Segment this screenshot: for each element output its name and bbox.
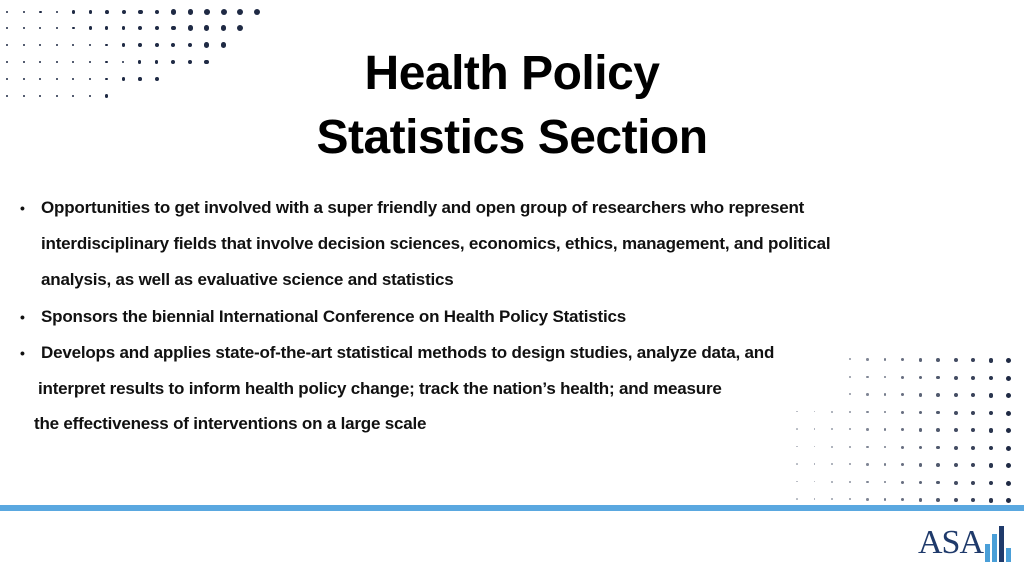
decorative-dot	[254, 9, 261, 16]
bullet-2-line-1: Sponsors the biennial International Conference on Health Policy Statistics	[41, 307, 627, 326]
decorative-dot	[138, 10, 143, 15]
bullet-1-line-3: analysis, as well as evaluative science and statistics	[41, 270, 454, 289]
decorative-dot	[796, 463, 798, 465]
bullet-marker: •	[20, 200, 25, 216]
decorative-dot	[814, 411, 816, 413]
decorative-dot	[866, 498, 869, 501]
decorative-dot	[814, 446, 816, 448]
decorative-dot	[72, 27, 75, 30]
decorative-dot	[954, 411, 958, 415]
decorative-dot	[971, 411, 975, 415]
bullet-marker: •	[20, 345, 25, 361]
decorative-dot	[884, 498, 887, 501]
decorative-dot	[6, 27, 8, 29]
asa-logo-bars-icon	[984, 526, 1014, 562]
decorative-dot	[936, 358, 940, 362]
footer-accent-rule	[0, 505, 1024, 511]
bullet-3-line-1: Develops and applies state-of-the-art statistical methods to design studies, analyze data, and	[41, 343, 775, 362]
decorative-dot	[89, 10, 93, 14]
bullet-marker: •	[20, 309, 25, 325]
decorative-dot	[866, 393, 869, 396]
decorative-dot	[884, 411, 887, 414]
decorative-dot	[866, 411, 869, 414]
decorative-dot	[89, 26, 92, 29]
decorative-dot	[1006, 428, 1011, 433]
decorative-dot	[814, 498, 816, 500]
decorative-dot	[796, 428, 798, 430]
decorative-dot	[39, 11, 42, 14]
decorative-dot	[971, 446, 975, 450]
decorative-dot	[831, 428, 833, 430]
page-title	[0, 42, 1024, 170]
decorative-dot	[72, 10, 75, 13]
decorative-dot	[989, 446, 994, 451]
decorative-dot	[849, 376, 851, 378]
decorative-dot	[936, 411, 940, 415]
decorative-dot	[936, 446, 940, 450]
decorative-dot	[866, 358, 869, 361]
decorative-dot	[39, 27, 41, 29]
decorative-dot	[884, 481, 887, 484]
decorative-dot	[814, 481, 816, 483]
decorative-dot	[971, 498, 975, 502]
decorative-dot	[1006, 376, 1011, 381]
decorative-dot	[237, 9, 243, 15]
decorative-dot	[1006, 358, 1011, 363]
decorative-dot	[105, 10, 109, 14]
decorative-dot	[204, 9, 210, 15]
decorative-dot	[849, 481, 851, 483]
decorative-dot	[1006, 463, 1011, 468]
decorative-dot	[971, 481, 975, 485]
decorative-dot	[971, 428, 975, 432]
asa-logo-text: ASA	[918, 524, 984, 561]
decorative-dot	[919, 498, 923, 502]
decorative-dot	[796, 481, 798, 483]
decorative-dot	[989, 498, 994, 503]
decorative-dot	[105, 26, 108, 29]
decorative-dot	[1006, 446, 1011, 451]
bullet-1-line-1: Opportunities to get involved with a super friendly and open group of researchers who represent	[41, 198, 805, 217]
decorative-dot	[221, 9, 227, 15]
decorative-dot	[1006, 481, 1011, 486]
decorative-dot	[884, 463, 887, 466]
decorative-dot	[831, 446, 833, 448]
decorative-dot	[884, 446, 887, 449]
decorative-dot	[884, 376, 887, 379]
decorative-dot	[1006, 393, 1011, 398]
decorative-dot	[901, 393, 904, 396]
decorative-dot	[122, 10, 126, 14]
decorative-dot	[814, 463, 816, 465]
decorative-dot	[155, 26, 159, 30]
decorative-dot	[23, 27, 25, 29]
decorative-dot	[796, 411, 798, 413]
decorative-dot	[849, 428, 851, 430]
decorative-dot	[171, 26, 176, 31]
decorative-dot	[171, 9, 176, 14]
decorative-dot	[188, 25, 193, 30]
bullet-3-line-2: interpret results to inform health policy change; track the nation’s health; and measure	[38, 379, 722, 398]
decorative-dot	[919, 428, 923, 432]
decorative-dot	[954, 498, 958, 502]
decorative-dot	[989, 481, 994, 486]
decorative-dot	[884, 358, 887, 361]
decorative-dot	[849, 411, 851, 413]
decorative-dot	[155, 10, 160, 15]
decorative-dot	[901, 481, 904, 484]
decorative-dot	[138, 26, 142, 30]
decorative-dot	[849, 463, 851, 465]
decorative-dot	[884, 393, 887, 396]
decorative-dot	[901, 498, 904, 501]
title-line-2: Statistics Section	[316, 111, 708, 164]
decorative-dot	[936, 376, 940, 380]
decorative-dot	[6, 11, 8, 13]
decorative-dot-grid-bottom-right	[790, 350, 1024, 510]
decorative-dot	[936, 463, 940, 467]
decorative-dot	[831, 411, 833, 413]
decorative-dot	[204, 25, 209, 30]
decorative-dot	[919, 463, 923, 467]
decorative-dot	[814, 428, 816, 430]
decorative-dot	[221, 25, 227, 31]
decorative-dot	[954, 481, 958, 485]
decorative-dot	[936, 393, 940, 397]
decorative-dot	[954, 376, 958, 380]
decorative-dot	[901, 376, 904, 379]
title-line-1: Health Policy	[364, 47, 660, 100]
decorative-dot	[919, 446, 923, 450]
decorative-dot	[954, 358, 958, 362]
decorative-dot	[23, 11, 25, 13]
decorative-dot	[954, 446, 958, 450]
decorative-dot	[1006, 498, 1011, 503]
decorative-dot	[849, 446, 851, 448]
decorative-dot	[866, 446, 869, 449]
decorative-dot	[919, 358, 923, 362]
decorative-dot	[901, 411, 904, 414]
decorative-dot	[866, 376, 869, 379]
decorative-dot	[971, 358, 975, 362]
decorative-dot	[849, 498, 851, 500]
decorative-dot	[936, 481, 940, 485]
decorative-dot	[901, 446, 904, 449]
decorative-dot	[919, 411, 923, 415]
decorative-dot	[954, 428, 958, 432]
decorative-dot	[831, 498, 833, 500]
decorative-dot	[866, 481, 869, 484]
decorative-dot	[989, 358, 994, 363]
decorative-dot	[56, 11, 59, 14]
decorative-dot	[849, 393, 851, 395]
decorative-dot	[936, 428, 940, 432]
decorative-dot	[919, 481, 923, 485]
bullet-3-line-3: the effectiveness of interventions on a large scale	[34, 414, 427, 433]
decorative-dot	[796, 446, 798, 448]
decorative-dot	[122, 26, 126, 30]
decorative-dot	[971, 463, 975, 467]
asa-logo	[918, 522, 1014, 564]
decorative-dot	[831, 481, 833, 483]
decorative-dot	[866, 463, 869, 466]
decorative-dot	[796, 498, 798, 500]
decorative-dot	[849, 358, 851, 360]
decorative-dot	[1006, 411, 1011, 416]
decorative-dot	[56, 27, 58, 29]
decorative-dot	[901, 358, 904, 361]
decorative-dot	[971, 393, 975, 397]
decorative-dot	[901, 463, 904, 466]
decorative-dot	[989, 463, 994, 468]
decorative-dot	[884, 428, 887, 431]
decorative-dot	[188, 9, 193, 14]
decorative-dot	[866, 428, 869, 431]
decorative-dot	[989, 393, 994, 398]
decorative-dot	[936, 498, 940, 502]
decorative-dot	[831, 463, 833, 465]
decorative-dot	[237, 25, 243, 31]
decorative-dot	[989, 428, 994, 433]
decorative-dot	[954, 463, 958, 467]
decorative-dot	[919, 376, 923, 380]
decorative-dot	[954, 393, 958, 397]
decorative-dot	[989, 411, 994, 416]
decorative-dot	[919, 393, 923, 397]
decorative-dot	[901, 428, 904, 431]
decorative-dot	[989, 376, 994, 381]
bullet-1-line-2: interdisciplinary fields that involve decision sciences, economics, ethics, management, and political	[41, 234, 831, 253]
decorative-dot	[971, 376, 975, 380]
